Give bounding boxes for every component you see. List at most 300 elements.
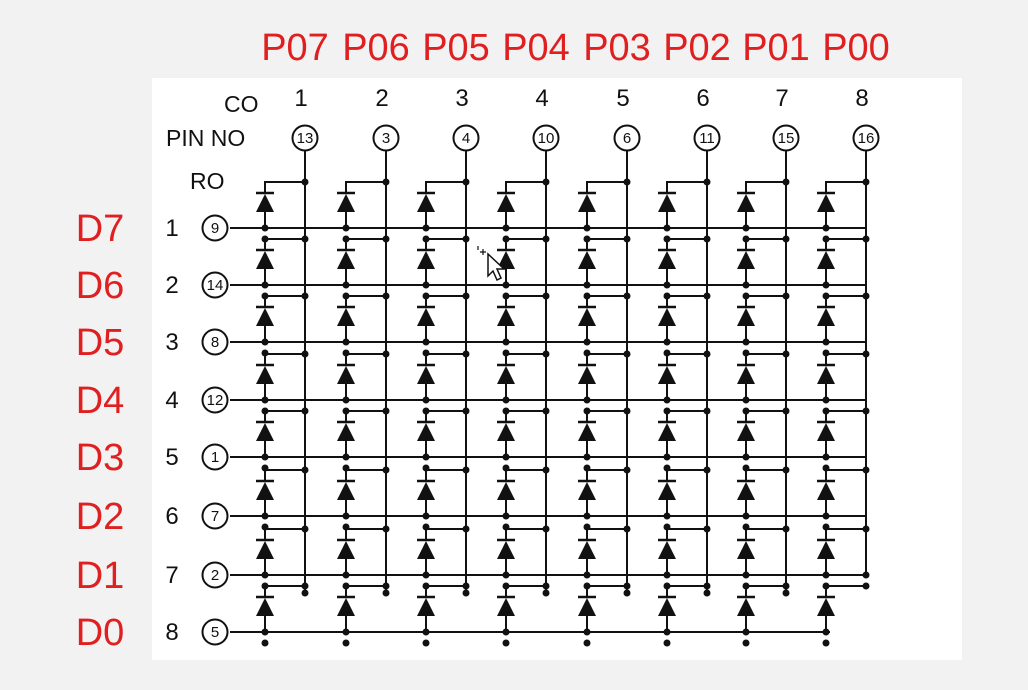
junction-dot	[863, 408, 870, 415]
row-pin-number: 14	[206, 277, 224, 294]
led-tap-wire	[346, 182, 386, 192]
led-diode	[578, 308, 596, 326]
labels-layer	[76, 27, 890, 654]
column-port-label: P01	[742, 27, 810, 69]
led-diode	[337, 482, 355, 500]
led-tap-wire	[667, 586, 707, 596]
led-diode	[658, 251, 676, 269]
column-port-label: P04	[502, 27, 570, 69]
junction-dot	[463, 179, 470, 186]
junction-dot	[302, 467, 309, 474]
junction-dot	[624, 408, 631, 415]
row-number: 1	[165, 215, 179, 242]
junction-dot	[302, 583, 309, 590]
column-pin-number: 11	[699, 130, 715, 147]
led-diode	[658, 482, 676, 500]
junction-dot	[863, 293, 870, 300]
junction-dot	[343, 225, 350, 232]
led-tap-wire	[265, 586, 305, 596]
led-tap-wire	[826, 586, 866, 596]
led-diode	[578, 423, 596, 441]
row-port-label: D7	[75, 208, 125, 250]
row-number: 7	[165, 562, 179, 589]
led-tap-wire	[826, 354, 866, 364]
junction-dot	[704, 351, 711, 358]
junction-dot	[383, 408, 390, 415]
row-port-label: D1	[75, 555, 125, 597]
junction-dot	[423, 282, 430, 289]
junction-dot	[823, 629, 830, 636]
led-tap-wire	[265, 354, 305, 364]
column-port-label: P00	[822, 27, 890, 69]
junction-dot	[664, 629, 671, 636]
led-tap-wire	[426, 239, 466, 249]
junction-dot	[664, 454, 671, 461]
row-pin-number: 5	[210, 624, 220, 641]
junction-dot	[783, 236, 790, 243]
led-tap-wire	[426, 470, 466, 480]
junction-dot	[704, 408, 711, 415]
junction-dot	[584, 454, 591, 461]
led-diode	[737, 251, 755, 269]
junction-dot	[543, 351, 550, 358]
column-pin-number: 6	[622, 130, 632, 147]
led-diode	[817, 194, 835, 212]
led-diode	[497, 308, 515, 326]
junction-dot	[343, 282, 350, 289]
junction-dot	[463, 583, 470, 590]
column-port-label: P05	[422, 27, 490, 69]
row-pin-number: 2	[210, 567, 220, 584]
junction-dot	[423, 629, 430, 636]
led-tap-wire	[667, 470, 707, 480]
junction-dot	[383, 590, 390, 597]
led-diode	[578, 194, 596, 212]
led-tap-wire	[506, 239, 546, 249]
junction-dot	[302, 408, 309, 415]
led-diode	[817, 308, 835, 326]
led-tap-wire	[667, 239, 707, 249]
led-tap-wire	[506, 411, 546, 421]
junction-dot	[783, 590, 790, 597]
junction-dot	[262, 397, 269, 404]
led-tap-wire	[587, 529, 627, 539]
row-port-label: D3	[75, 437, 125, 479]
led-tap-wire	[346, 354, 386, 364]
junction-dot	[503, 513, 510, 520]
junction-dot	[383, 467, 390, 474]
junction-dot	[463, 408, 470, 415]
junction-dot	[543, 590, 550, 597]
led-diode	[658, 598, 676, 616]
row-port-label: D5	[75, 322, 125, 364]
led-diode	[578, 598, 596, 616]
row-number: 3	[165, 329, 179, 356]
led-tap-wire	[746, 586, 786, 596]
led-diode	[737, 194, 755, 212]
junction-dot	[343, 629, 350, 636]
column-pin-number: 15	[777, 130, 795, 147]
junction-dot	[463, 590, 470, 597]
junction-dot	[743, 640, 750, 647]
junction-dot	[664, 640, 671, 647]
junction-dot	[302, 590, 309, 597]
led-tap-wire	[587, 182, 627, 192]
junction-dot	[863, 351, 870, 358]
led-tap-wire	[746, 182, 786, 192]
junction-dot	[262, 640, 269, 647]
led-tap-wire	[265, 296, 305, 306]
junction-dot	[503, 640, 510, 647]
led-tap-wire	[346, 411, 386, 421]
led-diode	[337, 194, 355, 212]
led-tap-wire	[426, 586, 466, 596]
junction-dot	[503, 629, 510, 636]
led-diode	[817, 541, 835, 559]
junction-dot	[543, 467, 550, 474]
junction-dot	[423, 397, 430, 404]
column-number: 3	[455, 85, 469, 112]
junction-dot	[383, 526, 390, 533]
junction-dot	[503, 339, 510, 346]
led-diode	[256, 482, 274, 500]
wiring-layer	[230, 150, 870, 647]
led-tap-wire	[826, 529, 866, 539]
junction-dot	[543, 179, 550, 186]
junction-dot	[543, 583, 550, 590]
column-pin-number: 16	[857, 130, 875, 147]
led-tap-wire	[667, 354, 707, 364]
column-number: 2	[375, 85, 389, 112]
junction-dot	[503, 572, 510, 579]
led-tap-wire	[667, 296, 707, 306]
led-diode	[737, 482, 755, 500]
led-diode	[737, 308, 755, 326]
led-tap-wire	[506, 529, 546, 539]
row-number: 5	[165, 444, 179, 471]
led-tap-wire	[506, 296, 546, 306]
led-diode	[256, 366, 274, 384]
junction-dot	[503, 454, 510, 461]
column-port-label: P02	[663, 27, 731, 69]
junction-dot	[624, 236, 631, 243]
junction-dot	[503, 225, 510, 232]
junction-dot	[463, 236, 470, 243]
led-tap-wire	[506, 586, 546, 596]
led-diode	[417, 482, 435, 500]
junction-dot	[743, 454, 750, 461]
led-tap-wire	[746, 239, 786, 249]
led-diode	[337, 251, 355, 269]
led-diode	[256, 251, 274, 269]
cursor-move-crosshair	[478, 246, 486, 255]
led-tap-wire	[426, 529, 466, 539]
led-diode	[817, 423, 835, 441]
junction-dot	[423, 454, 430, 461]
junction-dot	[503, 397, 510, 404]
junction-dot	[863, 236, 870, 243]
led-diode	[337, 366, 355, 384]
led-diode	[578, 482, 596, 500]
junction-dot	[584, 282, 591, 289]
junction-dot	[463, 467, 470, 474]
junction-dot	[423, 225, 430, 232]
led-diode	[737, 423, 755, 441]
junction-dot	[503, 282, 510, 289]
junction-dot	[783, 408, 790, 415]
led-diode	[417, 251, 435, 269]
led-tap-wire	[346, 470, 386, 480]
row-pin-number: 7	[210, 508, 220, 525]
led-diode	[256, 194, 274, 212]
junction-dot	[743, 513, 750, 520]
led-diode	[417, 308, 435, 326]
junction-dot	[343, 454, 350, 461]
row-pin-number: 8	[210, 334, 220, 351]
junction-dot	[823, 513, 830, 520]
column-port-label: P06	[342, 27, 410, 69]
led-diode	[417, 541, 435, 559]
junction-dot	[704, 293, 711, 300]
junction-dot	[584, 640, 591, 647]
led-tap-wire	[587, 411, 627, 421]
led-tap-wire	[506, 354, 546, 364]
junction-dot	[863, 583, 870, 590]
column-pin-number: 4	[461, 130, 471, 147]
led-diode	[497, 482, 515, 500]
led-tap-wire	[426, 411, 466, 421]
led-tap-wire	[667, 529, 707, 539]
led-tap-wire	[587, 296, 627, 306]
junction-dot	[343, 513, 350, 520]
led-diode	[817, 366, 835, 384]
led-tap-wire	[826, 182, 866, 192]
led-diode	[256, 541, 274, 559]
junction-dot	[624, 467, 631, 474]
junction-dot	[823, 225, 830, 232]
led-diode	[417, 194, 435, 212]
junction-dot	[783, 179, 790, 186]
row-port-label: D6	[75, 265, 125, 307]
row-number: 4	[165, 387, 179, 414]
column-number: 6	[696, 85, 710, 112]
junction-dot	[262, 282, 269, 289]
junction-dot	[743, 629, 750, 636]
led-diode	[737, 366, 755, 384]
junction-dot	[343, 640, 350, 647]
junction-dot	[664, 339, 671, 346]
junction-dot	[463, 526, 470, 533]
led-diode	[337, 308, 355, 326]
junction-dot	[863, 179, 870, 186]
junction-dot	[743, 225, 750, 232]
junction-dot	[302, 179, 309, 186]
junction-dot	[343, 397, 350, 404]
junction-dot	[543, 236, 550, 243]
junction-dot	[463, 293, 470, 300]
led-tap-wire	[826, 239, 866, 249]
led-diode	[737, 598, 755, 616]
junction-dot	[704, 526, 711, 533]
junction-dot	[262, 225, 269, 232]
junction-dot	[743, 282, 750, 289]
junction-dot	[863, 467, 870, 474]
led-diode	[337, 541, 355, 559]
led-tap-wire	[746, 470, 786, 480]
led-diode	[256, 308, 274, 326]
junction-dot	[423, 513, 430, 520]
junction-dot	[624, 590, 631, 597]
junction-dot	[584, 339, 591, 346]
junction-dot	[543, 408, 550, 415]
junction-dot	[262, 513, 269, 520]
led-diode	[497, 423, 515, 441]
junction-dot	[383, 236, 390, 243]
junction-dot	[863, 572, 870, 579]
led-tap-wire	[265, 470, 305, 480]
junction-dot	[863, 526, 870, 533]
led-diode	[417, 598, 435, 616]
junction-dot	[783, 351, 790, 358]
led-tap-wire	[667, 182, 707, 192]
led-diode	[817, 482, 835, 500]
junction-dot	[664, 397, 671, 404]
junction-dot	[783, 293, 790, 300]
led-tap-wire	[587, 239, 627, 249]
junction-dot	[624, 293, 631, 300]
led-tap-wire	[746, 296, 786, 306]
led-tap-wire	[346, 239, 386, 249]
row-port-label: D4	[75, 380, 125, 422]
junction-dot	[543, 293, 550, 300]
led-diode	[658, 541, 676, 559]
led-tap-wire	[826, 411, 866, 421]
led-tap-wire	[826, 470, 866, 480]
junction-dot	[743, 397, 750, 404]
led-diode	[417, 366, 435, 384]
junction-dot	[584, 397, 591, 404]
junction-dot	[664, 572, 671, 579]
junction-dot	[823, 282, 830, 289]
junction-dot	[343, 572, 350, 579]
row-pin-number: 9	[210, 220, 220, 237]
junction-dot	[823, 454, 830, 461]
column-number: 4	[535, 85, 549, 112]
junction-dot	[423, 572, 430, 579]
column-number: 5	[616, 85, 630, 112]
led-diode	[497, 541, 515, 559]
led-tap-wire	[746, 529, 786, 539]
junction-dot	[624, 583, 631, 590]
led-diode	[497, 366, 515, 384]
junction-dot	[704, 179, 711, 186]
led-diode	[337, 423, 355, 441]
led-diode	[658, 423, 676, 441]
led-tap-wire	[506, 470, 546, 480]
junction-dot	[463, 351, 470, 358]
junction-dot	[823, 640, 830, 647]
led-tap-wire	[265, 239, 305, 249]
led-tap-wire	[265, 182, 305, 192]
led-tap-wire	[346, 586, 386, 596]
junction-dot	[302, 526, 309, 533]
junction-dot	[823, 397, 830, 404]
junction-dot	[423, 339, 430, 346]
column-pin-number: 13	[296, 130, 314, 147]
led-diode	[658, 194, 676, 212]
junction-dot	[664, 282, 671, 289]
row-pin-number: 12	[206, 392, 224, 409]
led-tap-wire	[426, 182, 466, 192]
junction-dot	[302, 236, 309, 243]
led-tap-wire	[265, 411, 305, 421]
column-number: 7	[775, 85, 789, 112]
led-tap-wire	[746, 411, 786, 421]
junction-dot	[823, 572, 830, 579]
led-diode	[658, 366, 676, 384]
junction-dot	[262, 629, 269, 636]
junction-dot	[262, 454, 269, 461]
junction-dot	[262, 572, 269, 579]
junction-dot	[584, 513, 591, 520]
junction-dot	[584, 572, 591, 579]
led-diode	[417, 423, 435, 441]
column-pin-number: 10	[537, 130, 555, 147]
led-diode	[497, 598, 515, 616]
junction-dot	[383, 583, 390, 590]
junction-dot	[624, 526, 631, 533]
junction-dot	[624, 179, 631, 186]
led-tap-wire	[426, 354, 466, 364]
junction-dot	[704, 590, 711, 597]
junction-dot	[783, 583, 790, 590]
junction-dot	[302, 351, 309, 358]
column-header-label: CO	[224, 91, 259, 117]
junction-dot	[383, 351, 390, 358]
led-tap-wire	[826, 296, 866, 306]
junction-dot	[704, 236, 711, 243]
row-number: 6	[165, 503, 179, 530]
junction-dot	[664, 225, 671, 232]
junction-dot	[383, 179, 390, 186]
led-diode	[337, 598, 355, 616]
led-diode	[497, 194, 515, 212]
led-tap-wire	[746, 354, 786, 364]
led-tap-wire	[587, 586, 627, 596]
led-tap-wire	[587, 354, 627, 364]
junction-dot	[664, 513, 671, 520]
junction-dot	[262, 339, 269, 346]
led-tap-wire	[265, 529, 305, 539]
junction-dot	[584, 629, 591, 636]
pin-number-header-label: PIN NO	[166, 125, 246, 151]
junction-dot	[423, 640, 430, 647]
led-tap-wire	[587, 470, 627, 480]
row-port-label: D0	[75, 612, 125, 654]
row-port-label: D2	[75, 496, 125, 538]
led-diode	[256, 423, 274, 441]
junction-dot	[624, 351, 631, 358]
led-diode	[578, 366, 596, 384]
column-port-label: P07	[261, 27, 329, 69]
junction-dot	[383, 293, 390, 300]
column-pin-number: 3	[381, 130, 391, 147]
led-diode	[817, 598, 835, 616]
junction-dot	[743, 339, 750, 346]
junction-dot	[302, 293, 309, 300]
junction-dot	[584, 225, 591, 232]
junction-dot	[743, 572, 750, 579]
